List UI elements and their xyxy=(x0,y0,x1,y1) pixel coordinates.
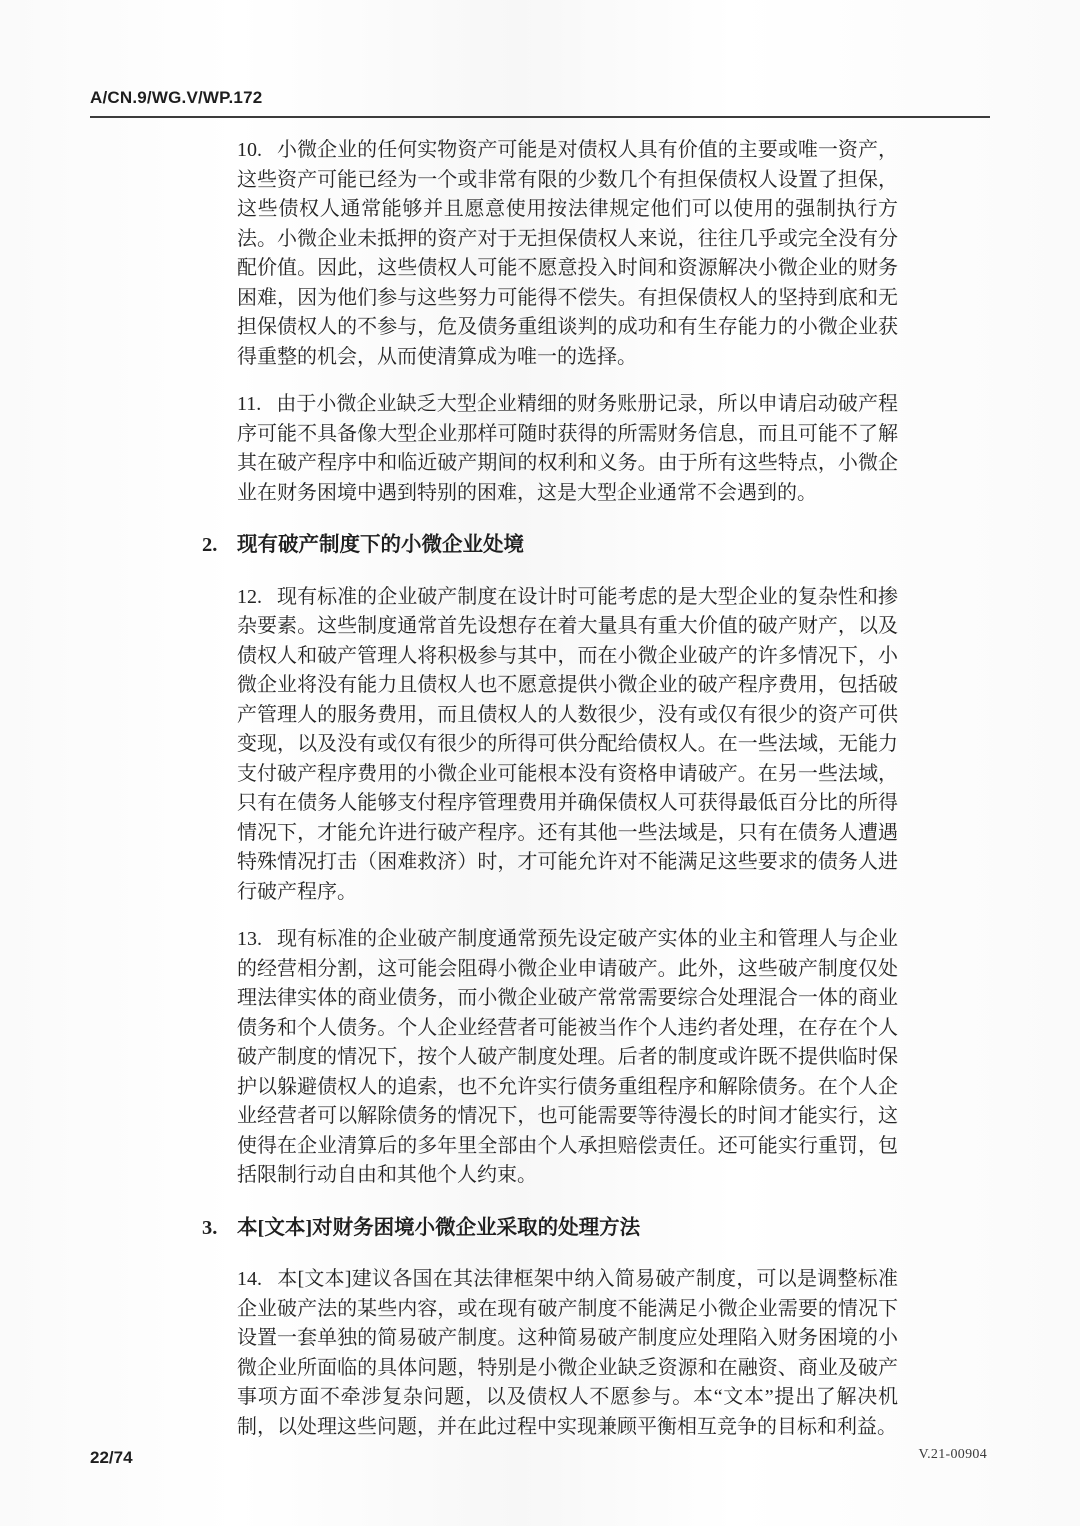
paragraph-14 xyxy=(237,1265,898,1442)
paragraph-text: 现有标准的企业破产制度通常预先设定破产实体的业主和管理人与企业的经营相分割，这可能会阻碍小微企业申请破产。此外，这些破产制度仅处理法律实体的商业债务，而小微企业破产常常需要综合处理混合一体的商业债务和个人债务。个人企业经营者可能被当作个人违约者处理，在存在个人破产制度的情况下，按个人破产制度处理。后者的制度或许既不提供临时保护以躲避债权人的追索，也不允许实行债务重组程序和解除债务。在个人企业经营者可以解除债务的情况下，也可能需要等待漫长的时间才能实行，这使得在企业清算后的多年里全部由个人承担赔偿责任。还可能实行重罚，包括限制行动自由和其他个人约束。 xyxy=(237,928,898,1186)
paragraph-text: 现有标准的企业破产制度在设计时可能考虑的是大型企业的复杂性和掺杂要素。这些制度通常首先设想存在着大量具有重大价值的破产财产，以及债权人和破产管理人将积极参与其中，而在小微企业破产的许多情况下，小微企业将没有能力且债权人也不愿意提供小微企业的破产程序费用，包括破产管理人的服务费用，而且债权人的人数很少，没有或仅有很少的资产可供变现，以及没有或仅有很少的所得可供分配给债权人。在一些法域，无能力支付破产程序费用的小微企业可能根本没有资格申请破产。在另一些法域，只有在债务人能够支付程序管理费用并确保债权人可获得最低百分比的所得情况下，才能允许进行破产程序。还有其他一些法域是，只有在债务人遭遇特殊情况打击（困难救济）时，才可能允许对不能满足这些要求的债务人进行破产程序。 xyxy=(237,585,898,903)
heading-text: 现有破产制度下的小微企业处境 xyxy=(237,534,524,556)
section-heading-3 xyxy=(202,1214,900,1244)
paragraph-number: 11. xyxy=(237,393,262,415)
page-number: 22/74 xyxy=(90,1448,133,1467)
paragraph-text: 小微企业的任何实物资产可能是对债权人具有价值的主要或唯一资产，这些资产可能已经为一个或非常有限的少数几个有担保债权人设置了担保，这些债权人通常能够并且愿意使用按法律规定他们可以使用的强制执行方法。小微企业未抵押的资产对于无担保债权人来说，往往几乎或完全没有分配价值。因此，这些债权人可能不愿意投入时间和资源解决小微企业的财务困难，因为他们参与这些努力可能得不偿失。有担保债权人的坚持到底和无担保债权人的不参与，危及债务重组谈判的成功和有生存能力的小微企业获得重整的机会，从而使清算成为唯一的选择。 xyxy=(237,139,898,368)
paragraph-10 xyxy=(237,136,898,372)
paragraph-number: 12. xyxy=(237,585,262,608)
heading-number: 2. xyxy=(202,534,218,556)
document-header xyxy=(90,88,990,118)
paragraph-text: 由于小微企业缺乏大型企业精细的财务账册记录，所以申请启动破产程序可能不具备像大型企业那样可随时获得的所需财务信息，而且可能不了解其在破产程序中和临近破产期间的权利和义务。由于所有这些特点，小微企业在财务困境中遇到特别的困难，这是大型企业通常不会遇到的。 xyxy=(237,393,898,504)
heading-text: 本[文本]对财务困境小微企业采取的处理方法 xyxy=(237,1216,641,1239)
paragraph-text: 本[文本]建议各国在其法律框架中纳入简易破产制度，可以是调整标准企业破产法的某些内容，或在现有破产制度不能满足小微企业需要的情况下设置一套单独的简易破产制度。这种简易破产制度应处理陷入财务困境的小微企业所面临的具体问题，特别是小微企业缺乏资源和在融资、商业及破产事项方面不牵涉复杂问题，以及债权人不愿参与。本“文本”提出了解决机制，以处理这些问题，并在此过程中实现兼顾平衡相互竞争的目标和利益。 xyxy=(237,1268,898,1438)
paragraph-11 xyxy=(237,390,898,508)
paragraph-number: 13. xyxy=(237,928,262,950)
section-heading-2 xyxy=(202,531,900,561)
document-body xyxy=(202,136,900,1460)
paragraph-13 xyxy=(237,925,898,1191)
paragraph-12 xyxy=(237,583,898,908)
paragraph-number: 10. xyxy=(237,139,262,161)
heading-number: 3. xyxy=(202,1216,218,1239)
document-job-number: V.21-00904 xyxy=(918,1447,987,1462)
paragraph-number: 14. xyxy=(237,1268,262,1290)
document-symbol: A/CN.9/WG.V/WP.172 xyxy=(90,88,263,107)
